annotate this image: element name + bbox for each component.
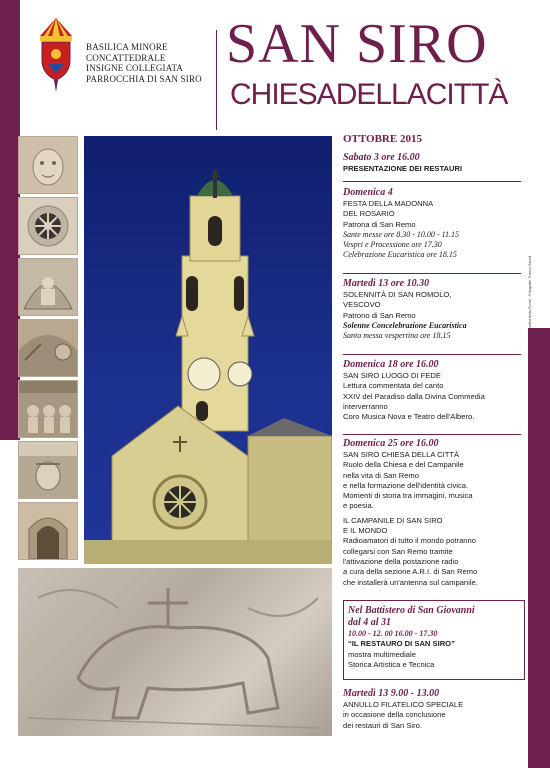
org-line: INSIGNE COLLEGIATA [86, 63, 184, 73]
event-line: DEL ROSARIO [343, 209, 395, 219]
event-line: Solenne Concelebrazione Eucaristica [343, 320, 467, 330]
event-line: a cura della sezione A.R.I. di San Remo [343, 567, 478, 577]
event-line: collegarsi con San Remo tramite [343, 546, 453, 556]
basilica-crest-icon [36, 16, 76, 96]
event-line: SAN SIRO CHIESA DELLA CITTÀ [343, 450, 460, 459]
event-domenica-25 [343, 438, 521, 588]
org-line: BASILICA MINORE [86, 42, 168, 52]
thumbnail-doorway [18, 502, 78, 560]
event-line: Patrona di San Remo [343, 219, 416, 229]
detail-thumbnails [18, 136, 78, 563]
poster-title: SAN SIRO [226, 13, 488, 75]
event-line: FESTA DELLA MADONNA [343, 199, 434, 208]
header-divider [216, 30, 217, 130]
event-heading: Domenica 4 [343, 187, 393, 198]
event-line: in occasione della conclusione [343, 710, 446, 720]
left-color-band [0, 0, 20, 440]
org-line: PARROCCHIA DI SAN SIRO [86, 73, 202, 84]
event-line: ANNULLO FILATELICO SPECIALE [343, 700, 464, 709]
church-bell-tower-photo [84, 136, 332, 564]
event-presentazione [343, 152, 521, 174]
event-line: Storica Artistica e Tecnica [348, 659, 435, 669]
event-line: XXIV del Paradiso dalla Divina Commedia [343, 391, 485, 401]
event-line: IL CAMPANILE DI SAN SIRO [343, 515, 443, 525]
event-line: Momenti di storia tra immagini, musica [343, 491, 473, 501]
event-line: VESCOVO [343, 300, 381, 310]
event-line: mostra multimediale [348, 649, 416, 659]
event-heading: Domenica 18 ore 16.00 [343, 359, 439, 370]
thumbnail-carved-head [18, 441, 78, 499]
event-line: Ruolo della Chiesa e del Campanile [343, 460, 464, 470]
event-domenica-18 [343, 359, 521, 422]
stone-relief-photo [18, 568, 332, 736]
event-line: SAN SIRO LUOGO DI FEDE [343, 371, 441, 380]
divider [343, 434, 521, 435]
event-line: Celebrazione Eucaristica ore 18.15 [343, 250, 457, 260]
credits-text: Grafica Anita Ferrari - Fotografie: Franco Savelli [528, 255, 532, 330]
event-heading: Domenica 25 ore 16.00 [343, 438, 439, 449]
thumbnail-rose-window [18, 197, 78, 255]
thumbnail-carved-face [18, 136, 78, 194]
poster-subtitle: CHIESADELLACITTÀ [230, 78, 508, 111]
event-heading: Martedì 13 9.00 - 13.00 [343, 688, 440, 699]
event-line: interverranno [343, 401, 388, 411]
event-line: PRESENTAZIONE DEI RESTAURI [343, 164, 463, 173]
event-line: Santa messa vespertina ore 18.15 [343, 331, 451, 341]
event-heading: Martedì 13 ore 10.30 [343, 278, 430, 289]
photo-credits [528, 230, 536, 330]
event-line: che installerà un'antenna sul campanile. [343, 577, 478, 587]
event-heading: Nel Battistero di San Giovanni [348, 605, 475, 616]
thumbnail-relief-figure [18, 258, 78, 316]
event-line: e nella formazione dell'identità civica. [343, 480, 469, 490]
event-line: “IL RESTAURO DI SAN SIRO” [348, 639, 455, 649]
event-line: dei restauri di San Siro. [343, 720, 422, 730]
thumbnail-capital-figures [18, 380, 78, 438]
organization-lines [86, 42, 202, 84]
event-line: Lettura commentata del canto [343, 381, 444, 391]
month-heading: OTTOBRE 2015 [343, 133, 422, 145]
event-line: nella vita di San Remo [343, 470, 419, 480]
event-line: Patrono di San Remo [343, 310, 416, 320]
event-battistero [348, 605, 526, 670]
event-line: Radioamatori di tutto il mondo potranno [343, 536, 476, 546]
thumbnail-arch-carving [18, 319, 78, 377]
org-line: CONCATTEDRALE [86, 52, 166, 63]
event-domenica-4 [343, 187, 521, 261]
divider [343, 273, 521, 274]
event-line: Sante messe ore 8.30 - 10.00 - 11.15 [343, 229, 459, 239]
event-line: SOLENNITÀ DI SAN ROMOLO, [343, 290, 452, 299]
event-line: l'attivazione della postazione radio [343, 556, 459, 566]
divider [343, 181, 521, 182]
event-line: Vespri e Processione ore 17.30 [343, 240, 442, 250]
right-color-band [528, 328, 550, 768]
event-annullo [343, 688, 521, 731]
event-hours: 10.00 - 12. 00 16.00 - 17.30 [348, 629, 438, 638]
event-dates: dal 4 al 31 [348, 617, 392, 628]
event-line: Coro Musica Nova e Teatro dell'Albero. [343, 412, 475, 422]
event-line: e poesia. [343, 501, 374, 511]
event-line: E IL MONDO [343, 526, 388, 536]
event-heading: Sabato 3 ore 16.00 [343, 152, 420, 163]
event-martedi-13 [343, 278, 521, 341]
divider [343, 354, 521, 355]
